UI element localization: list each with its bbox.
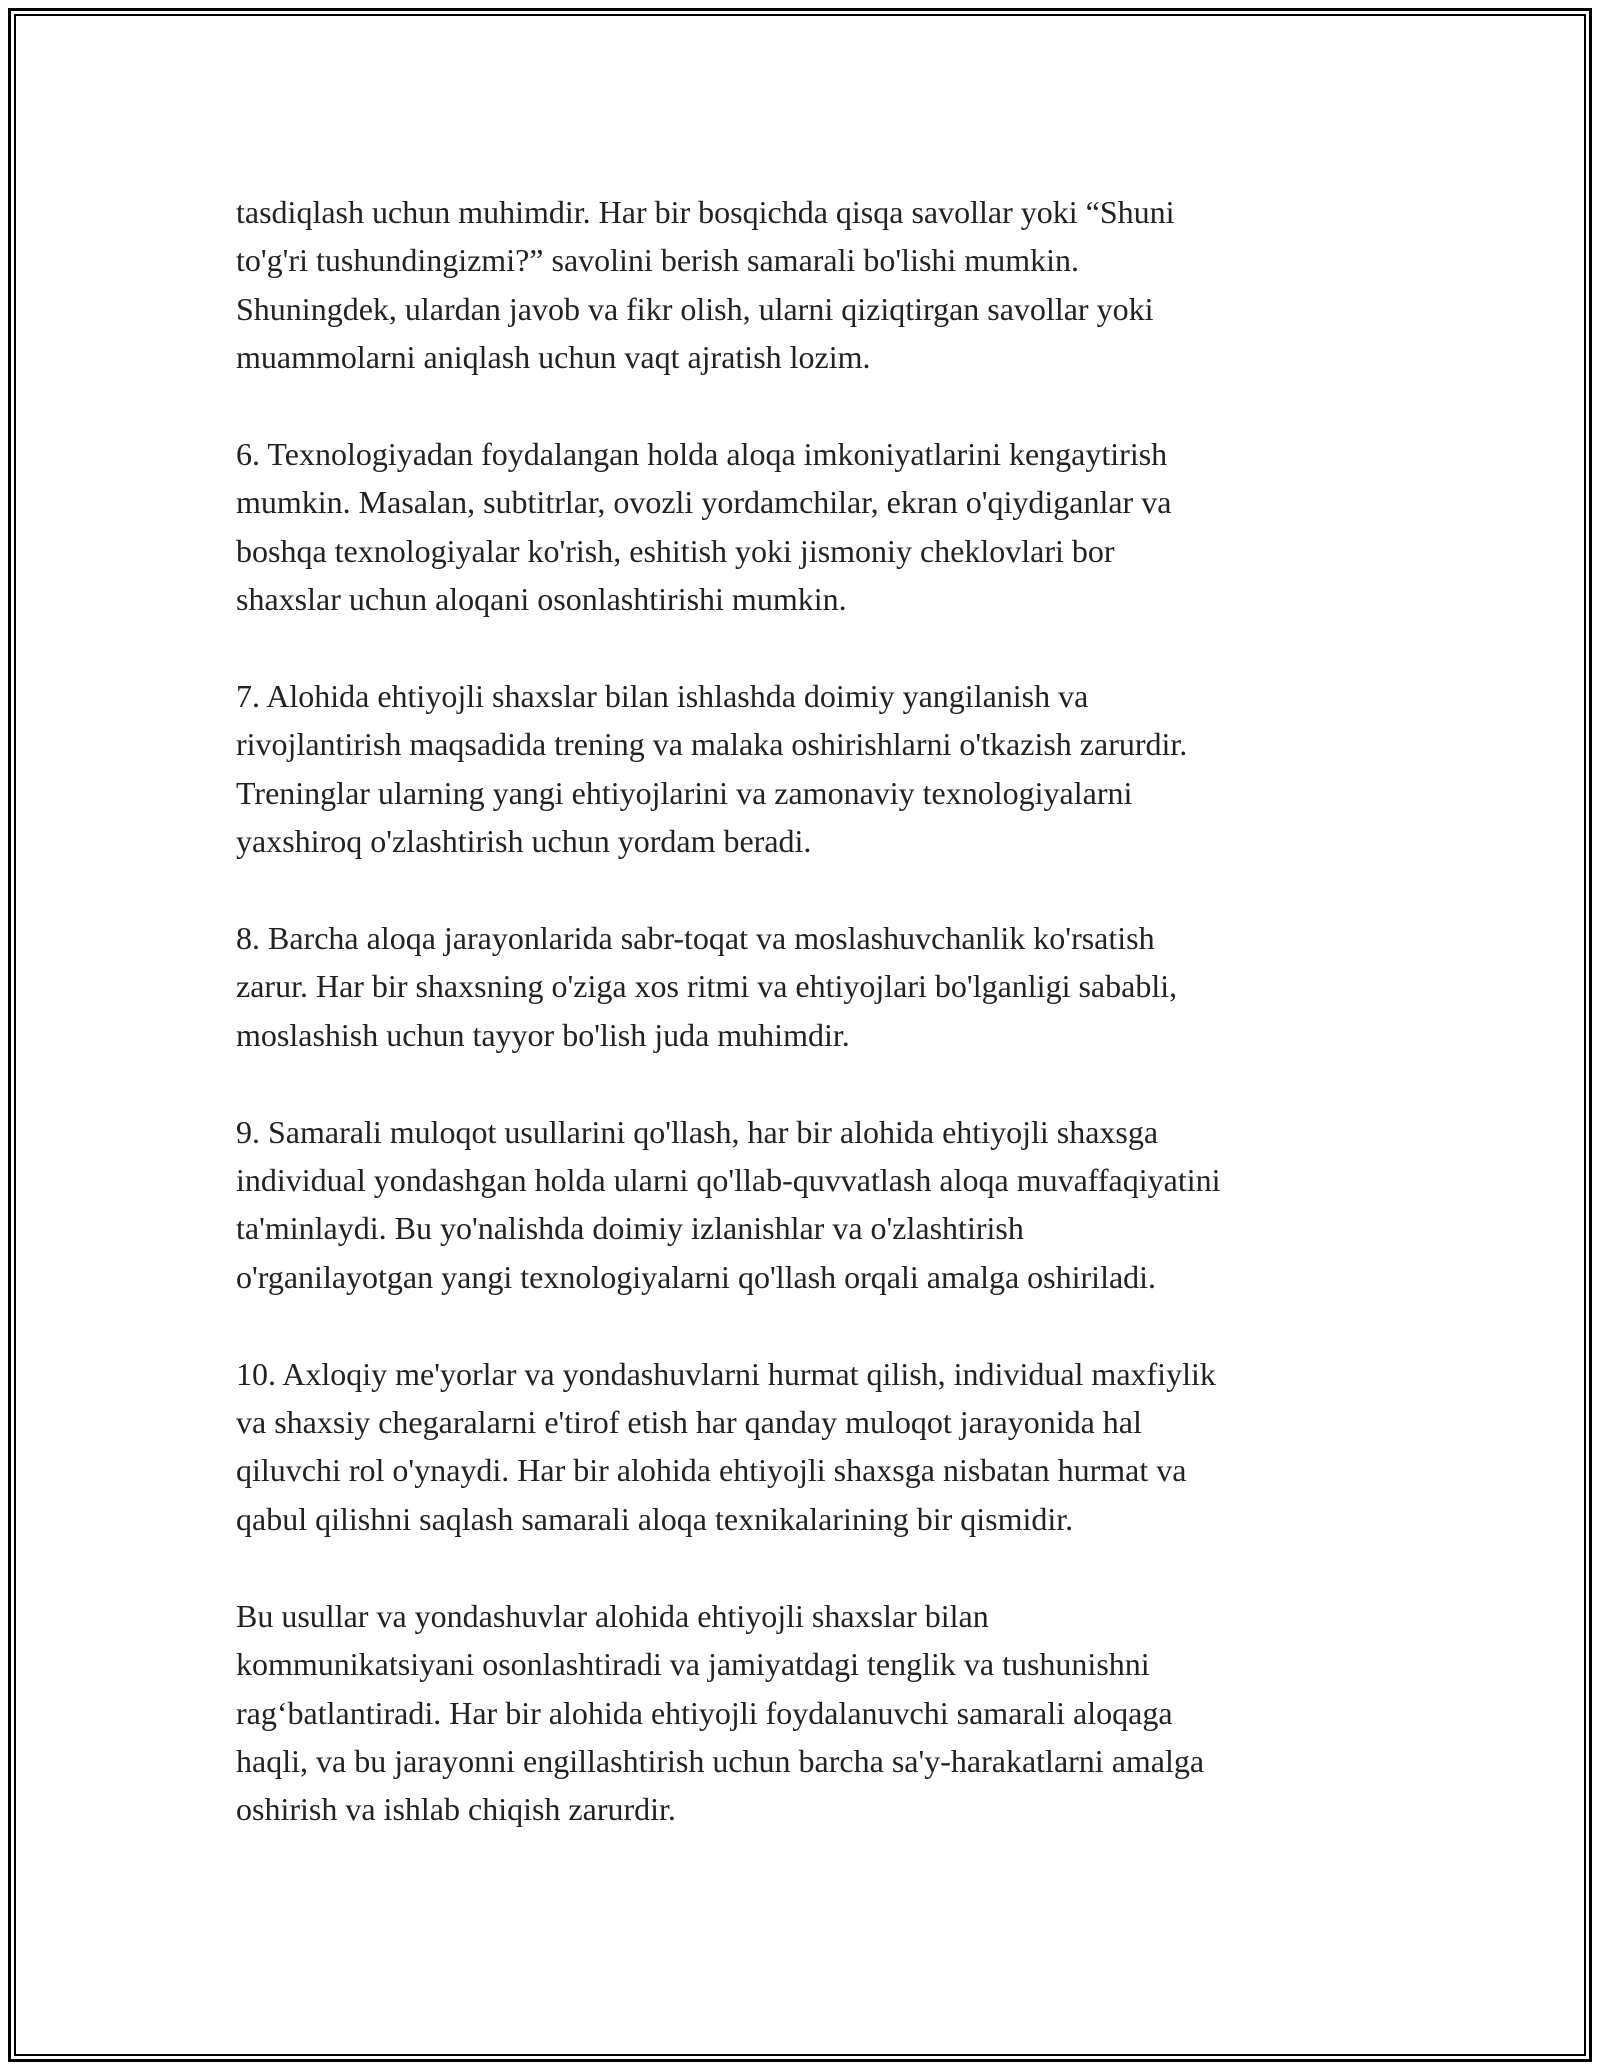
paragraph-item-8: 8. Barcha aloqa jarayonlarida sabr-toqat va moslashuvchanlik ko'rsatish zarur. Har bir shaxsning o'ziga xos ritmi va ehtiyojlari bo'lganligi sababli, moslashish uchun tayyor bo'lish juda muhimdir. [236, 920, 1178, 1053]
paragraph-item-9: 9. Samarali muloqot usullarini qo'llash, har bir alohida ehtiyojli shaxsga individual yondashgan holda ularni qo'llab-quvvatlash aloqa muvaffaqiyatini ta'minlaydi. Bu yo'nalishda doimiy izlanishlar va o'zlashtirish o'rganilayotgan yangi texnologiyalarni qo'llash orqali amalga oshiriladi. [236, 1113, 1221, 1295]
paragraph-intro-continuation: tasdiqlash uchun muhimdir. Har bir bosqichda qisqa savollar yoki “Shuni to'g'ri tushundingizmi?” savolini berish samarali bo'lishi mumkin. Shuningdek, ulardan javob va fikr olish, ularni qiziqtirgan savollar yoki muammolarni aniqlash uchun vaqt ajratish lozim. [236, 194, 1175, 376]
paragraph-item-7: 7. Alohida ehtiyojli shaxslar bilan ishlashda doimiy yangilanish va rivojlantirish maqsadida trening va malaka oshirishlarni o'tkazish zarurdir. Treninglar ularning yangi ehtiyojlarini va zamonaviy texnologiyalarni yaxshiroq o'zlashtirish uchun yordam beradi. [236, 678, 1188, 860]
paragraph-item-10: 10. Axloqiy me'yorlar va yondashuvlarni hurmat qilish, individual maxfiylik va shaxsiy chegaralarni e'tirof etish har qanday muloqot jarayonida hal qiluvchi rol o'ynaydi. Har bir alohida ehtiyojli shaxsga nisbatan hurmat va qabul qilishni saqlash samarali aloqa texnikalarining bir qismidir. [236, 1355, 1216, 1537]
paragraph-item-6: 6. Texnologiyadan foydalangan holda aloqa imkoniyatlarini kengaytirish mumkin. Masalan, subtitrlar, ovozli yordamchilar, ekran o'qiydiganlar va boshqa texnologiyalar ko'rish, eshitish yoki jismoniy cheklovlari bor shaxslar uchun aloqani osonlashtirishi mumkin. [236, 436, 1172, 618]
paragraph-conclusion: Bu usullar va yondashuvlar alohida ehtiyojli shaxslar bilan kommunikatsiyani osonlashtiradi va jamiyatdagi tenglik va tushunishni rag‘batlantiradi. Har bir alohida ehtiyojli foydalanuvchi samarali aloqaga haqli, va bu jarayonni engillashtirish uchun barcha sa'y-harakatlarni amalga oshirish va ishlab chiqish zarurdir. [236, 1597, 1205, 1828]
document-body [236, 188, 1376, 1834]
